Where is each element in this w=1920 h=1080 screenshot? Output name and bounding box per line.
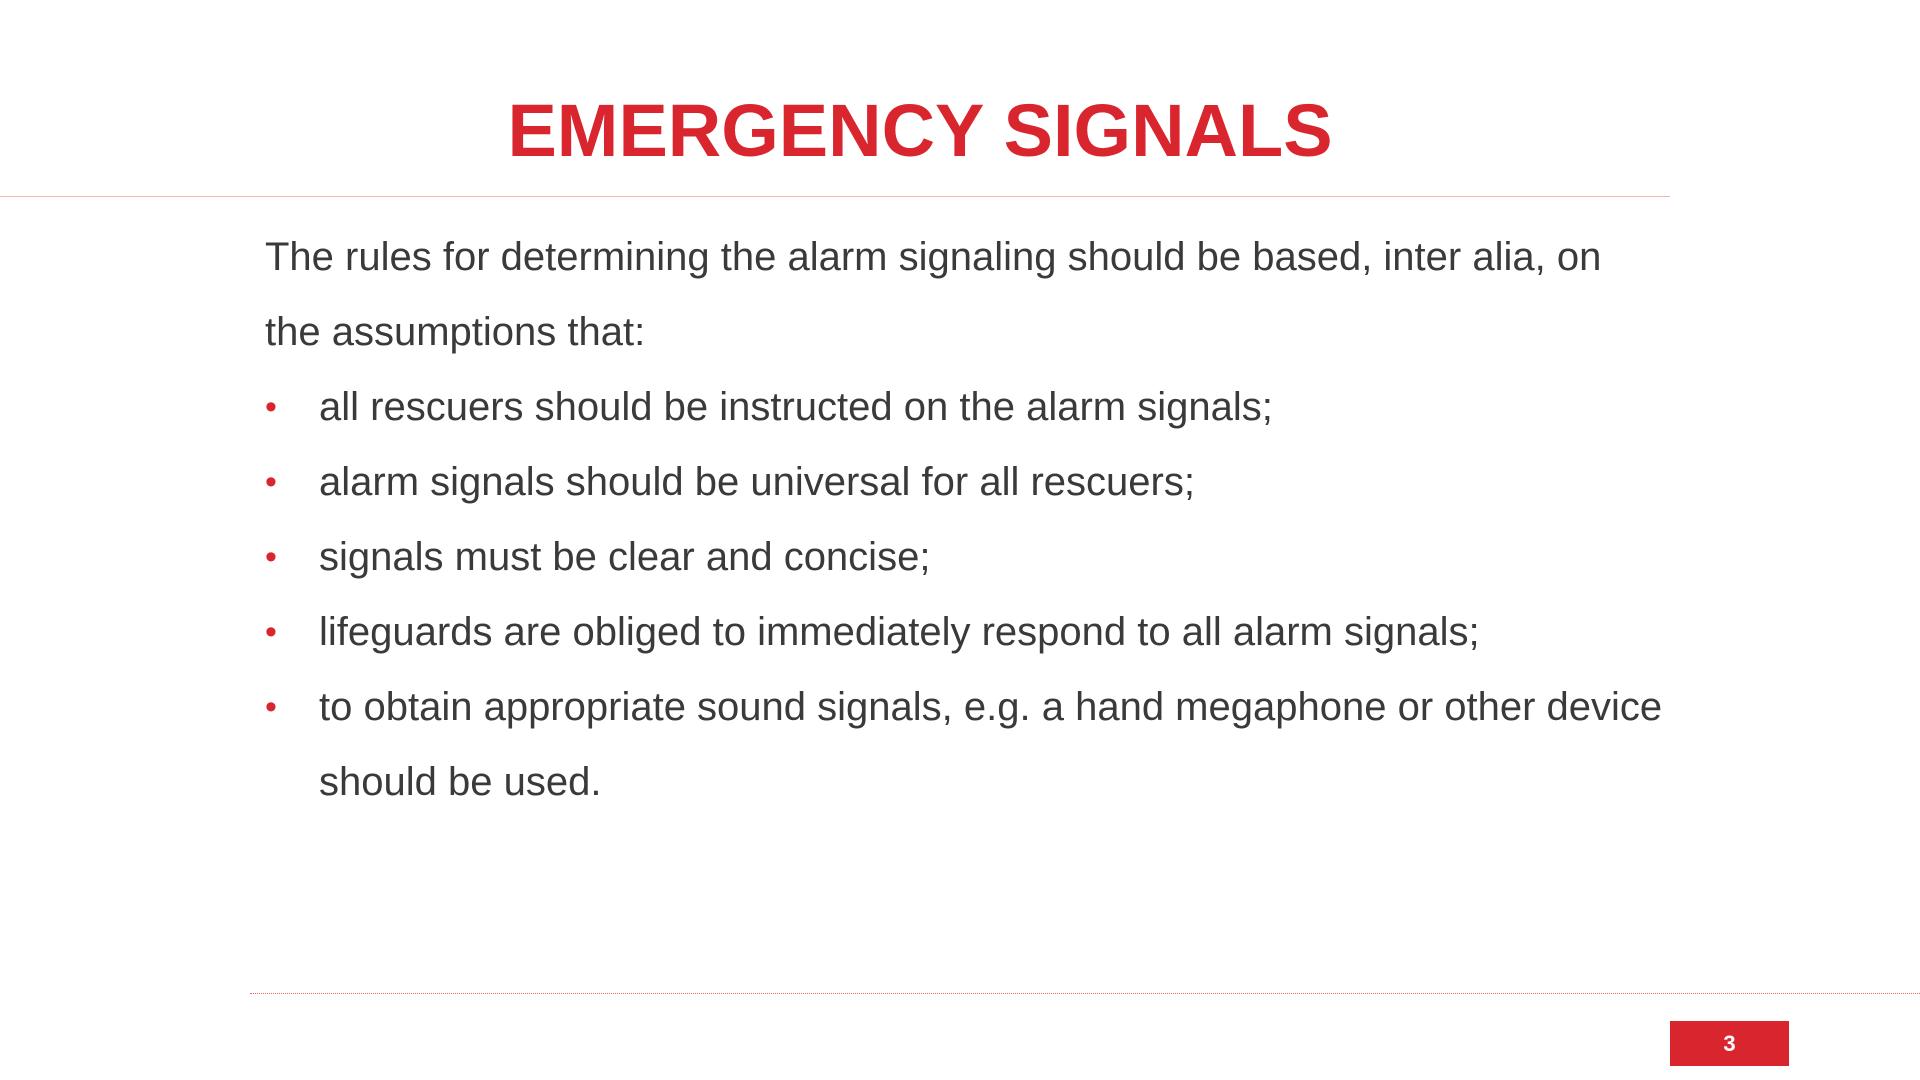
title-divider	[0, 196, 1670, 197]
bullet-list	[265, 370, 1665, 820]
list-item	[265, 370, 1665, 445]
slide-body	[265, 220, 1665, 820]
bullet-text: lifeguards are obliged to immediately respond to all alarm signals;	[319, 610, 1480, 654]
bullet-icon: •	[265, 688, 277, 726]
bullet-text: alarm signals should be universal for all rescuers;	[319, 460, 1195, 504]
bullet-icon: •	[265, 538, 277, 576]
footer-divider	[250, 993, 1920, 994]
list-item	[265, 520, 1665, 595]
page-number-badge: 3	[1670, 1021, 1789, 1066]
list-item	[265, 670, 1665, 820]
bullet-text: to obtain appropriate sound signals, e.g. a hand megaphone or other device should be used.	[319, 685, 1663, 804]
list-item	[265, 595, 1665, 670]
bullet-icon: •	[265, 388, 277, 426]
intro-paragraph: The rules for determining the alarm signaling should be based, inter alia, on the assumptions that:	[265, 235, 1602, 354]
list-item	[265, 445, 1665, 520]
bullet-text: all rescuers should be instructed on the alarm signals;	[319, 385, 1273, 429]
bullet-text: signals must be clear and concise;	[319, 535, 931, 579]
bullet-icon: •	[265, 463, 277, 501]
bullet-icon: •	[265, 613, 277, 651]
slide-title: EMERGENCY SIGNALS	[507, 89, 1333, 172]
